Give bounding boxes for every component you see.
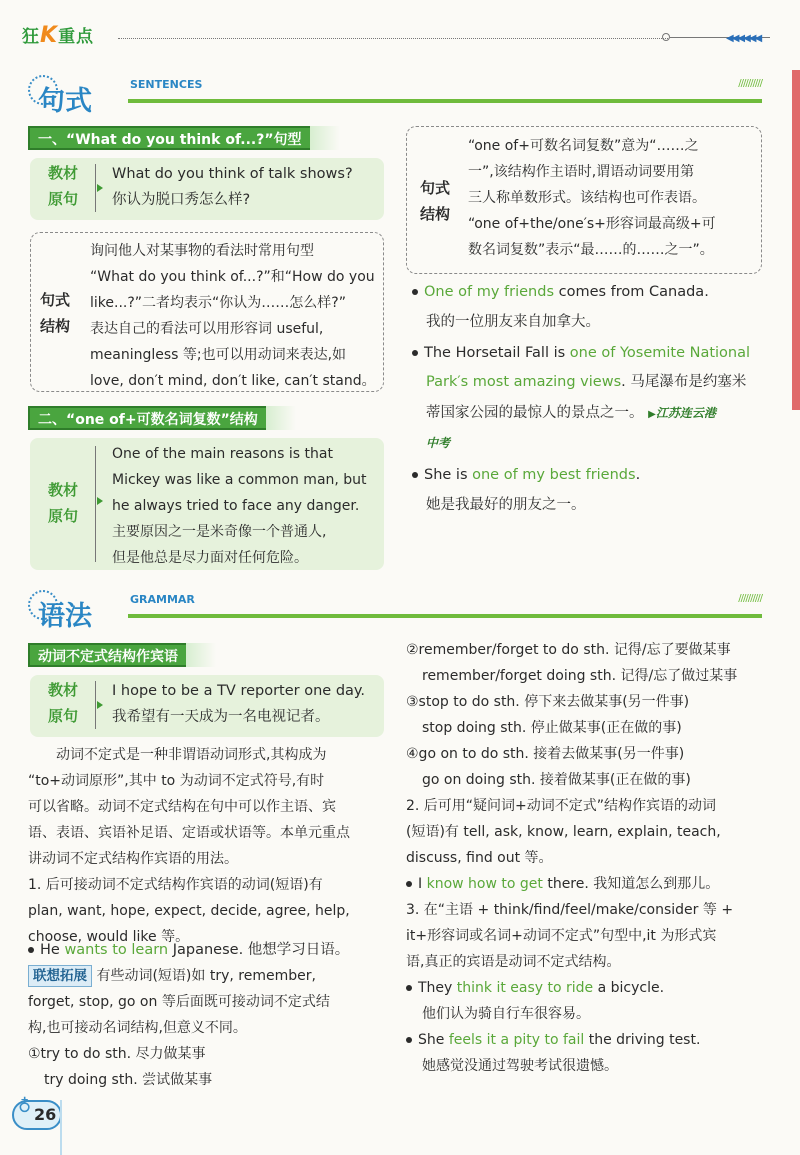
example-sentence: The Horsetail Fall is one of Yosemite National [412,340,764,366]
jiegou-label: 结构 [420,205,451,223]
structure-text-2: “one of+可数名词复数”意为“……之 一”,该结构作主语时,谓语动词要用第 三人称单数形式。该结构也可作表语。 “one of+the/one′s+形容词最高级+可 数名词复数”表示“最……的……之一”。 [468,138,716,258]
bullet-icon [406,881,412,887]
source-tag: 江苏连云港 [655,406,716,420]
extension-note: 联想拓展 有些动词(短语)如 try, remember, forget, stop, go on 等后面既可接动词不定式结 构,也可接动名词结构,但意义不同。 ①try to do sth. 尽力做某事 try doing sth. 尝试做某事 [28,963,384,1093]
bullet-icon [412,472,418,478]
pointer-icon [97,497,103,505]
heading-what-do-you-think: 一、“What do you think of...?”句型 [28,126,312,150]
structure-text-1: 询问他人对某事物的看法时常用句型 “What do you think of...?”和“How do you like...?”二者均表示“你认为……怎么样?” 表达自己的看法可以用形容词 useful, meaningless 等;也可以用动词来表达,如 love, don′t mind, don′t like, can′t stand。 [90,243,376,389]
example-sentence-cont: Park′s most amazing views. 马尾瀑布是约塞米 [426,374,747,390]
example-en: What do you think of talk shows? [112,166,353,182]
example-zh: 我希望有一天成为一名电视记者。 [112,709,330,725]
bullet-icon [412,289,418,295]
grammar-paragraph: 动词不定式是一种非谓语动词形式,其构成为 “to+动词原形”,其中 to 为动词不定式符号,有时 可以省略。动词不定式结构在句中可以作主语、宾 语、表语、宾语补足语、定语或状语等。本单元重点 讲动词不定式结构作宾语的用法。 1. 后可接动词不定式结构作宾语的动词(短语)有 plan, want, hope, expect, decide, agree, help, choose, would like 等。 [28,747,350,945]
section-subtitle: GRAMMAR [130,593,195,606]
bullet-icon [406,985,412,991]
yuanju-label: 原句 [48,507,79,525]
example-zh: 你认为脱口秀怎么样? [112,192,251,208]
brand-logo: 狂K重点 [22,23,95,48]
bullet-icon [28,947,34,953]
edge-tab [792,70,800,410]
section-bar [128,614,762,618]
section-slashes: ////////// [738,78,762,89]
example-sentence: He wants to learn Japanese. 他想学习日语。 [28,937,349,963]
example-sentence: She is one of my best friends. [412,462,640,488]
footer-rule [60,1100,62,1155]
pointer-icon [97,184,103,192]
source-arrow-icon: ▶ [648,409,656,420]
section-sentences-header [28,75,762,115]
balloon-icon: ♁ [18,1096,32,1117]
jushi-label: 句式 [420,179,451,197]
pointer-icon [97,701,103,709]
divider [95,164,96,212]
example-en: I hope to be a TV reporter one day. [112,683,366,699]
heading-one-of: 二、“one of+可数名词复数”结构 [28,406,268,430]
arrow-left-icons: ◀◀◀◀◀◀ [726,33,761,44]
example-translation: 我的一位朋友来自加拿大。 [426,314,600,330]
page-header [0,0,800,60]
section-subtitle: SENTENCES [130,78,203,91]
header-circle [662,33,670,41]
example-sentence: One of my friends comes from Canada. [412,279,709,305]
jiaocai-label: 教材 [48,481,79,499]
section-slashes: ////////// [738,593,762,604]
grammar-right-column: ②remember/forget to do sth. 记得/忘了要做某事 remember/forget doing sth. 记得/忘了做过某事 ③stop to do sth. 停下来去做某事(另一件事) stop doing sth. 停止做某事(正在做的事) ④go on to do sth. 接着去做某事(另一件事) go on doing sth. 接着做某事(正在做的事) 2. 后可用“疑问词+动词不定式”结构作宾语的动词 (短语)有 tell, ask, know, learn, explain, teach, discuss, find out 等。 I know how to get there. 我知道怎么到那儿。 3. 在“主语 + think/find/feel/make/consider 等 + it+形容词或名词+动词不定式”句型中,it 为形式宾 语,真正的宾语是动词不定式结构。 They think it easy to ride a bicycle. 他们认为骑自行车很容易。 She feels it a pity to fail the driving test. 她感觉没通过驾驶考试很遗憾。 [406,642,738,1074]
jushi-label: 句式 [40,291,71,309]
yuanju-label: 原句 [48,707,79,725]
jiaocai-label: 教材 [48,681,79,699]
yuanju-label: 原句 [48,190,79,208]
bullet-icon [412,350,418,356]
extension-badge: 联想拓展 [28,965,92,987]
header-dotted-rule [118,38,668,39]
jiegou-label: 结构 [40,317,71,335]
source-tag: 中考 [426,436,451,450]
section-bar [128,99,762,103]
heading-infinitive: 动词不定式结构作宾语 [28,643,188,667]
divider [95,446,96,562]
example-2-text: One of the main reasons is that Mickey was like a common man, but he always tried to face any danger. 主要原因之一是米奇像一个普通人, 但是他总是尽力面对任何危险。 [112,446,367,566]
page-number: 26 [34,1105,57,1124]
jiaocai-label: 教材 [48,164,79,182]
example-translation: 她是我最好的朋友之一。 [426,497,586,513]
divider [95,681,96,729]
bullet-icon [406,1037,412,1043]
example-translation: 蒂国家公园的最惊人的景点之一。 ▶江苏连云港 [426,405,716,421]
section-title: 句式 [38,86,92,117]
section-title: 语法 [38,601,92,632]
section-grammar-header [28,590,762,630]
page-number-badge [12,1096,62,1130]
